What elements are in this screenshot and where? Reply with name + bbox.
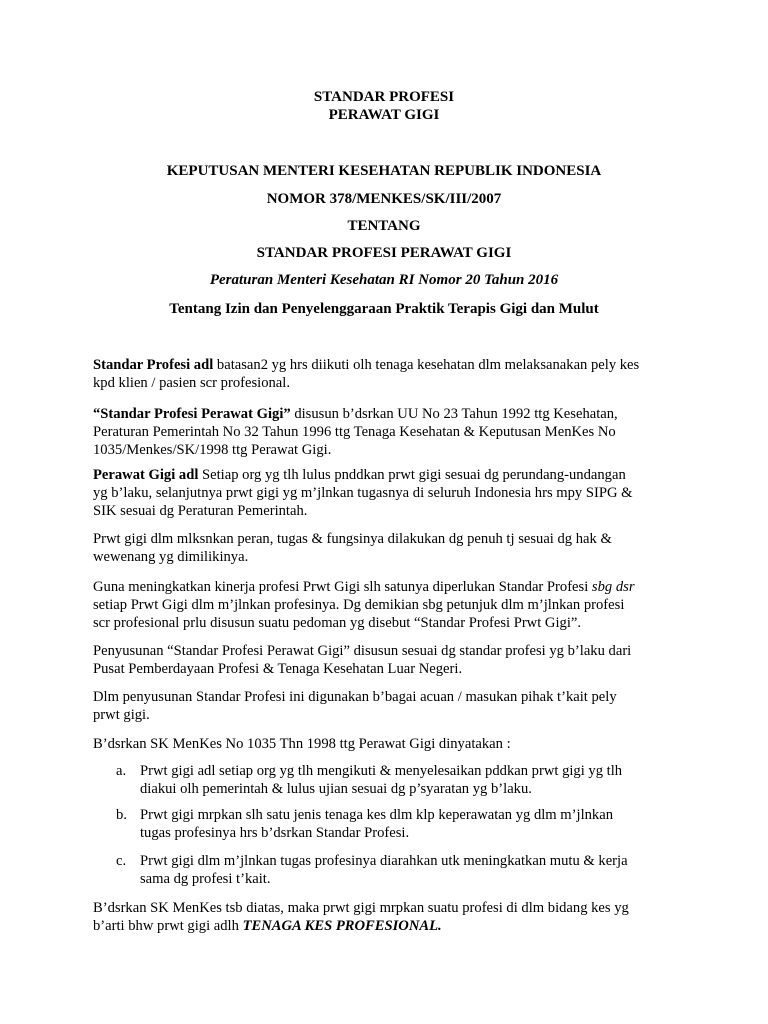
paragraph-references: Dlm penyusunan Standar Profesi ini digunakan b’bagai acuan / masukan pihak t’kait pely prwt gigi. xyxy=(93,689,617,723)
title-line-1: STANDAR PROFESI xyxy=(313,89,455,105)
term-perawat-gigi: Perawat Gigi adl xyxy=(93,467,199,483)
decree-heading: KEPUTUSAN MENTERI KESEHATAN REPUBLIK INDONESIA xyxy=(166,163,602,179)
paragraph-definition: Standar Profesi adl batasan2 yg hrs diikuti olh tenaga kesehatan dlm melaksanakan pely kes kpd klien / pasien scr profesional. xyxy=(93,357,640,391)
document-page: STANDAR PROFESI PERAWAT GIGI KEPUTUSAN MENTERI KESEHATAN REPUBLIK INDONESIA NOMOR 378/MENKES/SK/III/2007 TENTANG STANDAR PROFESI PERAWAT GIGI Peraturan Menteri Kesehatan RI Nomor 20 Tahun 2016 Tentang Izin dan Penyelenggaraan Praktik Terapis Gigi dan Mulut Standar Profesi adl batasan2 yg hrs diikuti olh tenaga kesehatan dlm melaksanakan pely kes kpd klien / pasien scr profesional. “Standar Profesi Perawat Gigi” disusun b’dsrkan UU No 23 Tahun 1992 ttg Kesehatan, Peraturan Pemerintah No 32 Tahun 1996 ttg Tenaga Kesehatan & Keputusan MenKes No 1035/Menkes/SK/1998 ttg Perawat Gigi. Perawat Gigi adl Setiap org yg tlh lulus pnddkan prwt gigi sesuai dg perundang-undangan yg b’laku, selanjutnya prwt gigi yg m’jlnkan tugasnya di seluruh Indonesia hrs mpy SIPG & SIK sesuai dg Peraturan Pemerintah. Prwt gigi dlm mlksnkan peran, tugas & fungsinya dilakukan dg penuh tj sesuai dg hak & wewenang yg dimilikinya. Guna meningkatkan kinerja profesi Prwt Gigi slh satunya diperlukan Standar Profesi sbg dsr setiap Prwt Gigi dlm m’jlnkan profesinya. Dg demikian sbg petunjuk dlm m’jlnkan profesi scr profesional prlu disusun suatu pedoman yg disebut “Standar Profesi Prwt Gigi”. Penyusunan “Standar Profesi Perawat Gigi” disusun sesuai dg standar profesi yg b’laku dari Pusat Pemberdayaan Profesi & Tenaga Kesehatan Luar Negeri. Dlm penyusunan Standar Profesi ini digunakan b’bagai acuan / masukan pihak t’kait pely prwt gigi. B’dsrkan SK MenKes No 1035 Thn 1998 ttg Perawat Gigi dinyatakan : a. Prwt gigi adl setiap org yg tlh mengikuti & menyelesaikan pddkan prwt gigi yg tlh diakui olh pemerintah & lulus ujian sesuai dg p’syaratan yg b’laku. b. Prwt gigi mrpkan slh satu jenis tenaga kes dlm klp keperawatan yg dlm m’jlnkan tugas profesinya hrs b’dsrkan Standar Profesi. c. Prwt gigi dlm m’jlnkan tugas profesinya diarahkan utk meningkatkan mutu & kerja sama dg profesi t’kait. B’dsrkan SK MenKes tsb diatas, maka prwt gigi mrpkan suatu profesi di dlm bidang kes yg b’arti bhw prwt gigi adlh TENAGA KES PROFESIONAL. xyxy=(0,0,768,1024)
paragraph-roles: Prwt gigi dlm mlksnkan peran, tugas & fungsinya dilakukan dg penuh tj sesuai dg hak & wewenang yg dimilikinya. xyxy=(93,531,612,565)
decree-number: NOMOR 378/MENKES/SK/III/2007 xyxy=(266,191,502,207)
paragraph-compilation: Penyusunan “Standar Profesi Perawat Gigi” disusun sesuai dg standar profesi yg b’laku dari Pusat Pemberdayaan Profesi & Tenaga Kesehatan Luar Negeri. xyxy=(93,643,632,677)
title-line-2: PERAWAT GIGI xyxy=(328,107,440,123)
paragraph-perawat-gigi: Perawat Gigi adl Setiap org yg tlh lulus pnddkan prwt gigi sesuai dg perundang-undangan yg b’laku, selanjutnya prwt gigi yg m’jlnkan tugasnya di seluruh Indonesia hrs mpy SIPG & SIK sesuai dg Peraturan Pemerintah. xyxy=(93,467,633,519)
paragraph-legal-basis: “Standar Profesi Perawat Gigi” disusun b’dsrkan UU No 23 Tahun 1992 ttg Kesehatan, Peraturan Pemerintah No 32 Tahun 1996 ttg Tenaga Kesehatan & Keputusan MenKes No 1035/Menkes/SK/1998 ttg Perawat Gigi. xyxy=(93,406,618,458)
term-tenaga-kes-profesional: TENAGA KES PROFESIONAL. xyxy=(242,918,442,934)
term-standar-profesi-perawat-gigi: “Standar Profesi Perawat Gigi” xyxy=(93,406,291,422)
regulation-subject-heading: Tentang Izin dan Penyelenggaraan Praktik Terapis Gigi dan Mulut xyxy=(169,301,599,317)
paragraph-purpose: Guna meningkatkan kinerja profesi Prwt Gigi slh satunya diperlukan Standar Profesi sbg dsr setiap Prwt Gigi dlm m’jlnkan profesinya. Dg demikian sbg petunjuk dlm m’jlnkan profesi scr profesional prlu disusun suatu pedoman yg disebut “Standar Profesi Prwt Gigi”. xyxy=(93,579,635,631)
term-standar-profesi: Standar Profesi adl xyxy=(93,357,214,373)
about-heading: TENTANG xyxy=(347,218,421,234)
paragraph-conclusion: B’dsrkan SK MenKes tsb diatas, maka prwt gigi mrpkan suatu profesi di dlm bidang kes yg b’arti bhw prwt gigi adlh TENAGA KES PROFESIONAL. xyxy=(93,900,629,934)
paragraph-statement-intro: B’dsrkan SK MenKes No 1035 Thn 1998 ttg Perawat Gigi dinyatakan : xyxy=(93,736,511,752)
regulation-heading: Peraturan Menteri Kesehatan RI Nomor 20 Tahun 2016 xyxy=(209,272,559,288)
subject-heading: STANDAR PROFESI PERAWAT GIGI xyxy=(256,245,512,261)
